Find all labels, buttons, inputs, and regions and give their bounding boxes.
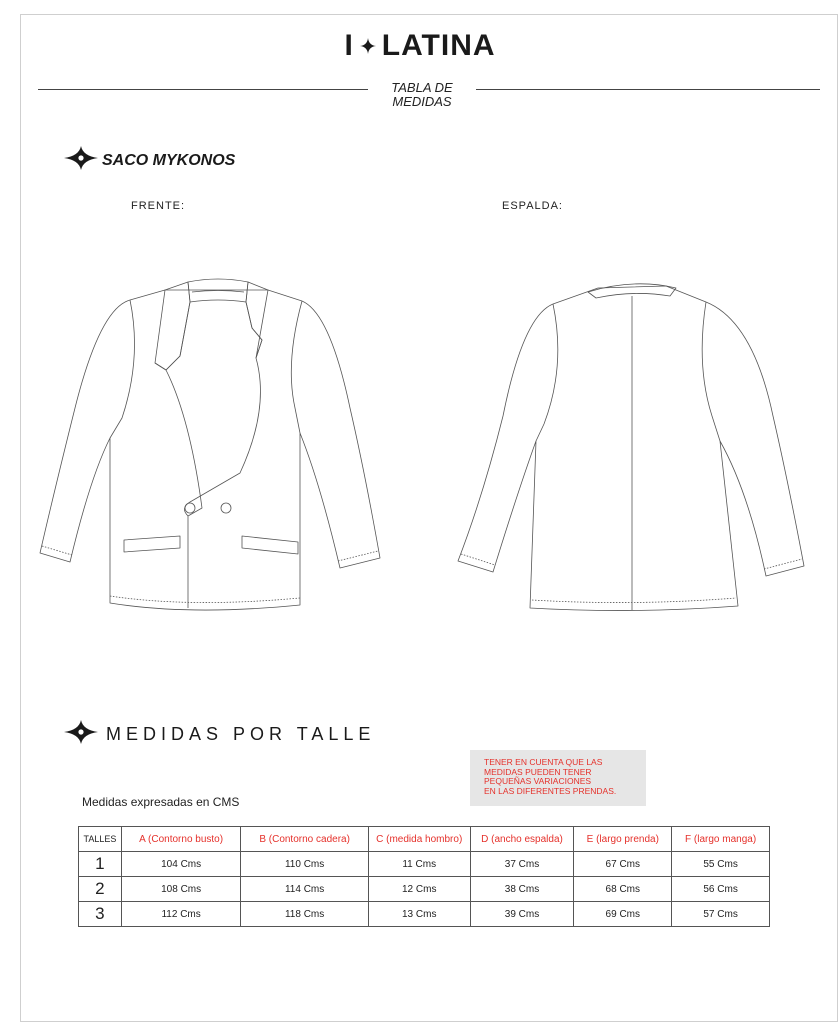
col-header-d: D (ancho espalda) [470, 827, 574, 852]
size-cell: 3 [79, 902, 122, 927]
table-cell: 104 Cms [121, 852, 241, 877]
table-cell: 57 Cms [672, 902, 770, 927]
col-header-talles: TALLES [79, 827, 122, 852]
table-row [79, 852, 770, 877]
divider-left [38, 89, 368, 90]
four-point-star-icon [360, 28, 376, 62]
table-cell: 68 Cms [574, 877, 672, 902]
table-cell: 110 Cms [241, 852, 368, 877]
divider-right [476, 89, 820, 90]
table-cell: 56 Cms [672, 877, 770, 902]
col-header-e: E (largo prenda) [574, 827, 672, 852]
size-cell: 2 [79, 877, 122, 902]
note-line-4: EN LAS DIFERENTES PRENDAS. [484, 785, 617, 796]
subtitle-line-1: TABLA DE [391, 80, 453, 95]
measurements-heading [64, 720, 375, 749]
table-header-row [79, 827, 770, 852]
table-row [79, 877, 770, 902]
note-line-1: TENER EN CUENTA QUE LAS [484, 757, 603, 767]
four-point-star-icon [64, 720, 98, 749]
table-cell: 67 Cms [574, 852, 672, 877]
note-line-2: MEDIDAS PUEDEN TENER [484, 766, 592, 777]
brand-left: I [344, 28, 354, 62]
table-cell: 12 Cms [368, 877, 470, 902]
four-point-star-icon [64, 146, 98, 175]
variation-note [470, 750, 646, 806]
size-cell: 1 [79, 852, 122, 877]
jacket-front-drawing [30, 268, 400, 620]
table-cell: 39 Cms [470, 902, 574, 927]
table-cell: 55 Cms [672, 852, 770, 877]
subtitle-line-2: MEDIDAS [392, 94, 452, 109]
brand-right: LATINA [381, 28, 496, 62]
measurements-title: MEDIDAS POR TALLE [106, 724, 376, 744]
col-header-f: F (largo manga) [672, 827, 770, 852]
col-header-a: A (Contorno busto) [121, 827, 241, 852]
size-table [78, 826, 770, 927]
jacket-back-drawing [448, 276, 818, 616]
back-label: ESPALDA: [502, 200, 563, 212]
table-cell: 38 Cms [470, 877, 574, 902]
table-cell: 11 Cms [368, 852, 470, 877]
note-line-3: PEQUEÑAS VARIACIONES [484, 776, 592, 786]
table-cell: 114 Cms [241, 877, 368, 902]
table-cell: 13 Cms [368, 902, 470, 927]
col-header-c: C (medida hombro) [368, 827, 470, 852]
table-cell: 69 Cms [574, 902, 672, 927]
table-cell: 112 Cms [121, 902, 241, 927]
units-note: Medidas expresadas en CMS [82, 795, 240, 809]
table-cell: 108 Cms [121, 877, 241, 902]
product-title: SACO MYKONOS [102, 151, 236, 169]
front-label: FRENTE: [131, 200, 186, 212]
table-cell: 37 Cms [470, 852, 574, 877]
page-subtitle [368, 81, 476, 109]
product-heading [64, 146, 235, 175]
brand-logo [0, 28, 840, 66]
col-header-b: B (Contorno cadera) [241, 827, 368, 852]
table-cell: 118 Cms [241, 902, 368, 927]
table-row [79, 902, 770, 927]
